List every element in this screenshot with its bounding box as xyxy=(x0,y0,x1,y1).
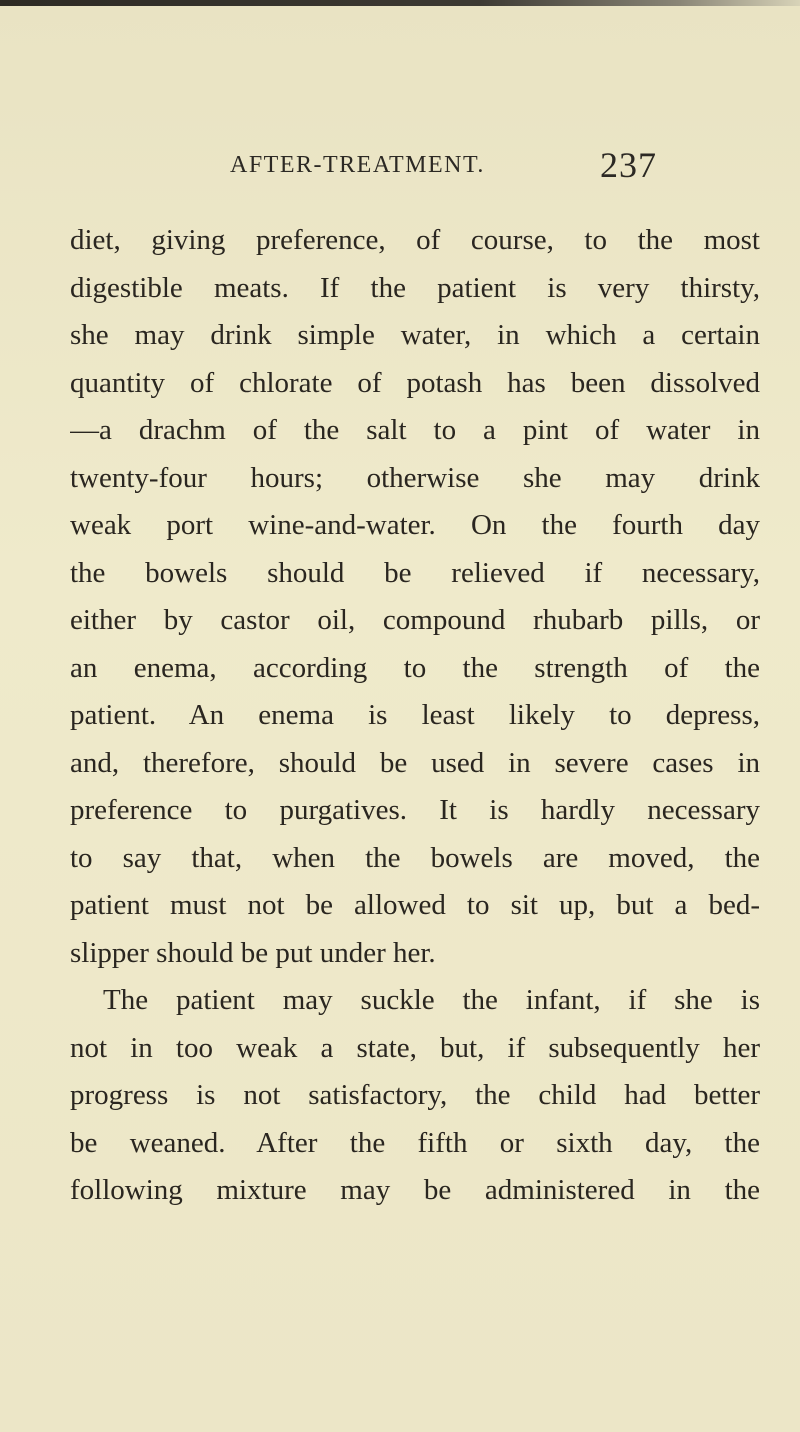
text-line: diet, giving preference, of course, to the most xyxy=(70,224,760,256)
running-head-title: AFTER-TREATMENT. xyxy=(230,152,485,178)
text-line-paragraph-start: The patient may suckle the infant, if she is xyxy=(103,984,760,1016)
text-line: to say that, when the bowels are moved, the xyxy=(70,841,760,874)
text-line: progress is not satisfactory, the child had better xyxy=(70,1079,760,1111)
text-line: an enema, according to the strength of the xyxy=(70,651,760,684)
text-line: twenty-four hours; otherwise she may drink xyxy=(70,461,760,494)
text-line: preference to purgatives. It is hardly necessary xyxy=(70,794,760,826)
page-top-edge xyxy=(0,0,800,6)
text-line: either by castor oil, compound rhubarb pills, or xyxy=(70,604,760,636)
text-line: weak port wine-and-water. On the fourth day xyxy=(70,509,760,541)
text-line: —a drachm of the salt to a pint of water in xyxy=(70,414,760,446)
text-line: patient must not be allowed to sit up, but a bed- xyxy=(70,889,760,921)
text-line: quantity of chlorate of potash has been dissolved xyxy=(70,366,760,399)
text-line: she may drink simple water, in which a certain xyxy=(70,319,760,351)
running-head xyxy=(0,142,800,192)
text-line: slipper should be put under her. xyxy=(70,936,436,969)
text-line: the bowels should be relieved if necessary, xyxy=(70,556,760,589)
text-line: following mixture may be administered in the xyxy=(70,1174,760,1206)
body-text xyxy=(70,217,760,1215)
text-line: not in too weak a state, but, if subsequently her xyxy=(70,1031,760,1064)
text-line: be weaned. After the fifth or sixth day, the xyxy=(70,1126,760,1159)
text-line: and, therefore, should be used in severe cases in xyxy=(70,746,760,779)
page-number: 237 xyxy=(600,145,657,185)
text-line: digestible meats. If the patient is very thirsty, xyxy=(70,271,760,304)
text-line: patient. An enema is least likely to depress, xyxy=(70,699,760,731)
